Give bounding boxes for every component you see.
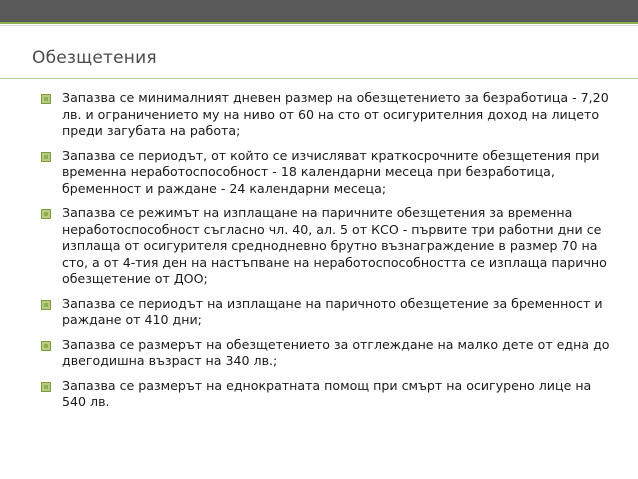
bullet-item-3 — [34, 205, 614, 288]
bullet-text-4: Запазва се периодът на изплащане на паричното обезщетение за бременност и раждане от 410 дни; — [62, 295, 603, 327]
bullet-list — [34, 90, 614, 419]
bullet-item-2 — [34, 148, 614, 198]
square-bullet-icon — [41, 382, 51, 392]
bullet-item-4 — [34, 296, 614, 329]
title-divider — [0, 78, 638, 79]
square-bullet-icon — [41, 152, 51, 162]
bullet-text-6: Запазва се размерът на еднократната помощ при смърт на осигурено лице на 540 лв. — [62, 377, 592, 409]
bullet-text-1: Запазва се минималният дневен размер на обезщетението за безработица - 7,20 лв. и ограничението му на ниво от 60 на сто от осигурителния доход на лицето преди загубата на работа; — [62, 90, 609, 138]
square-bullet-icon — [41, 209, 51, 219]
header-thin-line — [0, 25, 638, 26]
header-accent-line — [0, 22, 638, 24]
slide-title: Обезщетения — [32, 48, 157, 68]
bullet-item-6 — [34, 378, 614, 411]
header-bar — [0, 0, 638, 22]
bullet-text-2: Запазва се периодът, от който се изчисляват краткосрочните обезщетения при временна неработоспособност - 18 календарни месеца при безработица, бременност и раждане - 24 календарни месеца; — [62, 147, 600, 196]
bullet-text-3: Запазва се режимът на изплащане на паричните обезщетения за временна неработоспособност съгласно чл. 40, ал. 5 от КСО - първите три работни дни се изплаща от осигурителя среднодневно брутно възнаграждение в размер 70 на сто, а от 4-тия ден на настъпване на неработоспособността се изплаща парично обезщетение от ДОО; — [62, 205, 607, 286]
square-bullet-icon — [41, 94, 51, 104]
bullet-item-1 — [34, 90, 614, 140]
bullet-item-5 — [34, 337, 614, 370]
square-bullet-icon — [41, 341, 51, 351]
square-bullet-icon — [41, 300, 51, 310]
bullet-text-5: Запазва се размерът на обезщетението за отглеждане на малко дете от една до двегодишна възраст на 340 лв.; — [62, 336, 610, 368]
